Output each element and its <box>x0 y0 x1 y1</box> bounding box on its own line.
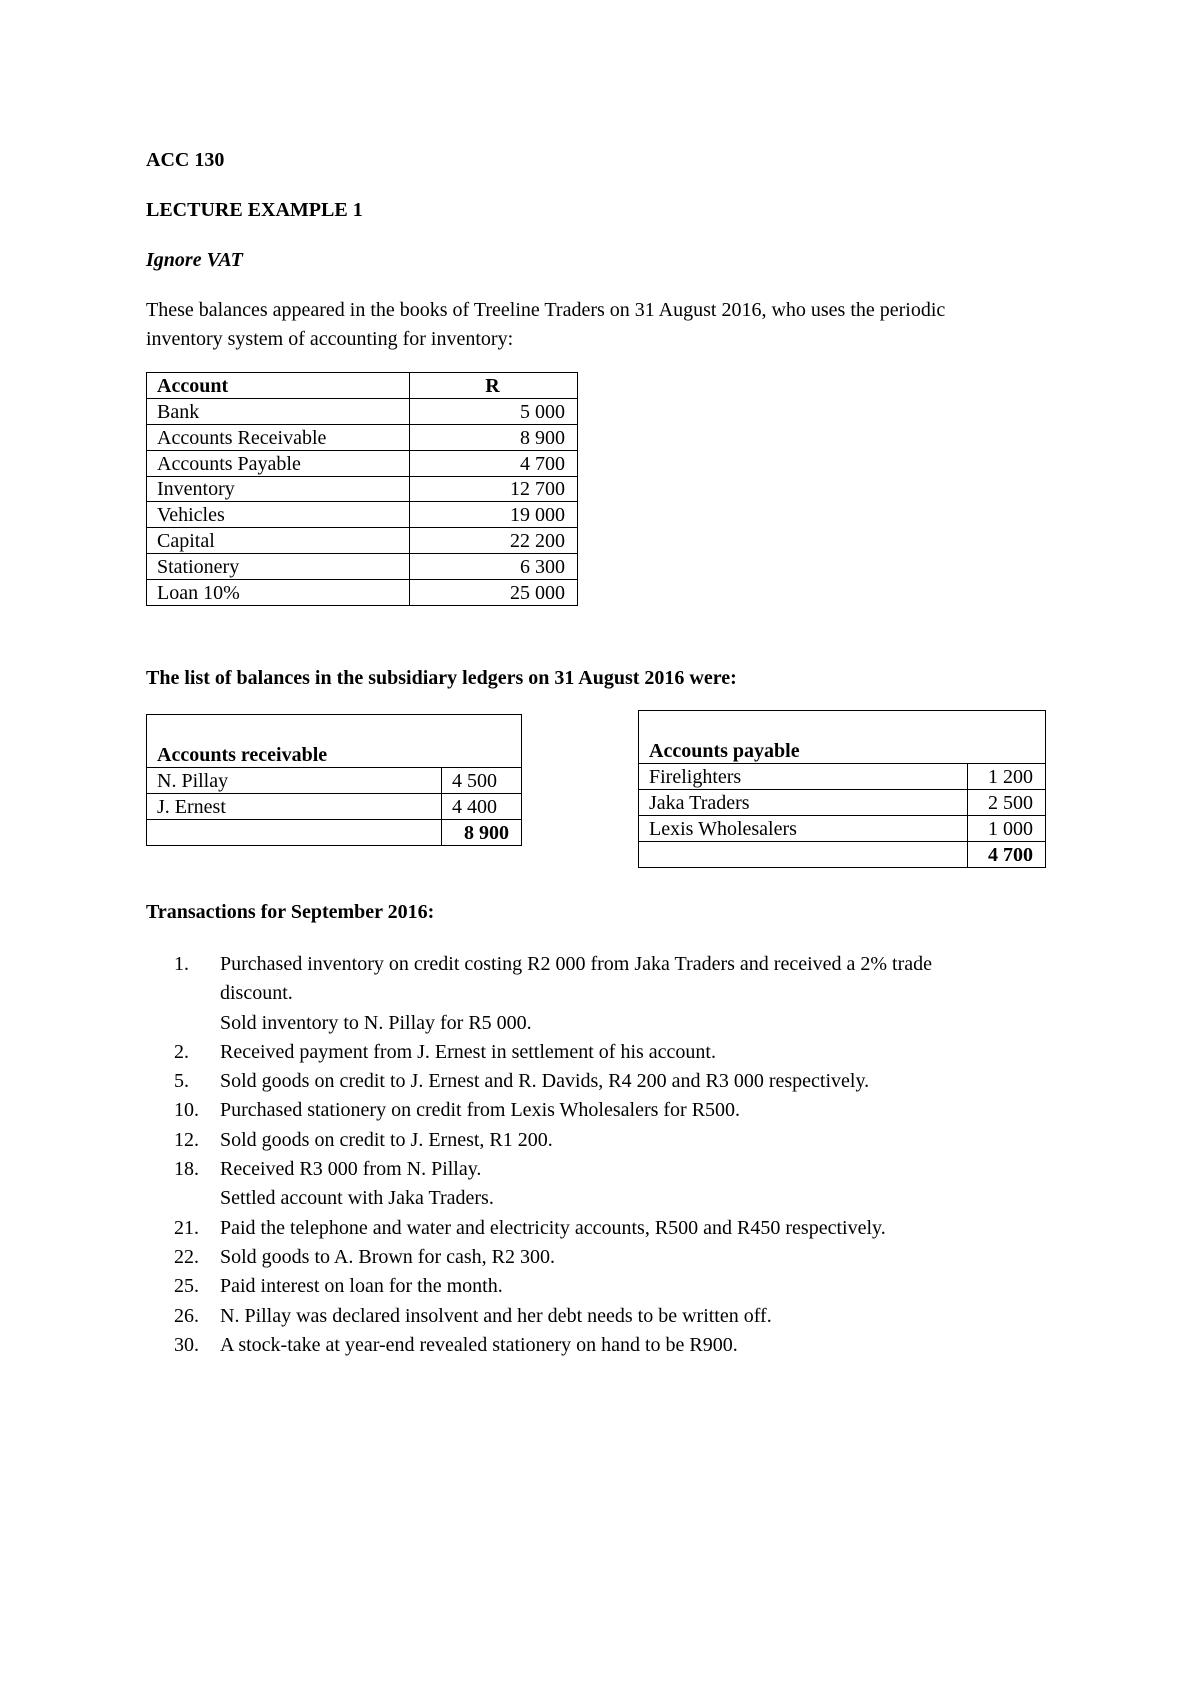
debtor-amount: 4 400 <box>442 793 522 819</box>
transaction-text: Paid interest on loan for the month. <box>220 1275 503 1298</box>
list-item <box>146 1243 1066 1272</box>
account-amount: 4 700 <box>410 450 578 476</box>
account-name: Stationery <box>147 554 410 580</box>
payable-total: 4 700 <box>968 841 1046 867</box>
account-amount: 12 700 <box>410 476 578 502</box>
vat-note: Ignore VAT <box>146 249 243 271</box>
list-item <box>146 1038 1066 1067</box>
transaction-text: Sold goods on credit to J. Ernest and R. Davids, R4 200 and R3 000 respectively. <box>220 1070 870 1093</box>
creditor-name: Lexis Wholesalers <box>639 815 968 841</box>
creditor-name: Jaka Traders <box>639 789 968 815</box>
transaction-date: 21. <box>174 1216 199 1239</box>
transaction-date: 25. <box>174 1275 199 1298</box>
account-amount: 19 000 <box>410 502 578 528</box>
transaction-text: Sold inventory to N. Pillay for R5 000. <box>220 1011 532 1034</box>
account-name: Vehicles <box>147 502 410 528</box>
receivable-total-row <box>147 819 522 845</box>
balances-table <box>146 372 578 606</box>
payable-header-row <box>639 711 1046 764</box>
account-amount: 22 200 <box>410 528 578 554</box>
receivable-ledger-table <box>146 714 522 846</box>
creditor-amount: 2 500 <box>968 789 1046 815</box>
transaction-text: Purchased inventory on credit costing R2 000 from Jaka Traders and received a 2% trade <box>220 953 933 975</box>
empty-cell <box>147 819 442 845</box>
transaction-date: 10. <box>174 1099 199 1122</box>
transaction-text: A stock-take at year-end revealed stationery on hand to be R900. <box>220 1333 738 1356</box>
table-row <box>147 528 578 554</box>
debtor-name: J. Ernest <box>147 793 442 819</box>
table-row <box>147 768 522 794</box>
account-amount: 8 900 <box>410 424 578 450</box>
transaction-text: N. Pillay was declared insolvent and her debt needs to be written off. <box>220 1304 772 1327</box>
transaction-text: Paid the telephone and water and electricity accounts, R500 and R450 respectively. <box>220 1216 886 1239</box>
account-name: Accounts Receivable <box>147 424 410 450</box>
list-item <box>146 950 1066 1038</box>
transaction-text: Purchased stationery on credit from Lexis Wholesalers for R500. <box>220 1099 741 1122</box>
list-item <box>146 1126 1066 1155</box>
transaction-date: 2. <box>174 1040 189 1063</box>
receivable-title: Accounts receivable <box>147 715 522 768</box>
transaction-text: discount. <box>220 982 293 1005</box>
payable-total-row <box>639 841 1046 867</box>
transaction-date: 1. <box>174 953 189 975</box>
intro-line-2: inventory system of accounting for inventory: <box>146 328 514 350</box>
table-row <box>147 502 578 528</box>
list-item <box>146 1096 1066 1125</box>
transaction-date: 12. <box>174 1128 199 1151</box>
header-account: Account <box>147 373 410 399</box>
table-row <box>147 424 578 450</box>
list-item <box>146 1272 1066 1301</box>
debtor-amount: 4 500 <box>442 768 522 794</box>
creditor-amount: 1 200 <box>968 764 1046 790</box>
receivable-header-row <box>147 715 522 768</box>
transaction-date: 5. <box>174 1070 189 1093</box>
intro-line-1: These balances appeared in the books of Treeline Traders on 31 August 2016, who uses the periodic <box>146 299 946 321</box>
table-row <box>147 554 578 580</box>
transactions-list <box>146 950 1066 1360</box>
course-code: ACC 130 <box>146 149 225 171</box>
transaction-text: Sold goods on credit to J. Ernest, R1 200. <box>220 1128 553 1151</box>
list-item <box>146 1155 1066 1214</box>
table-row <box>147 476 578 502</box>
transaction-date: 26. <box>174 1304 199 1327</box>
account-name: Inventory <box>147 476 410 502</box>
transaction-text: Settled account with Jaka Traders. <box>220 1187 494 1210</box>
transaction-text: Received payment from J. Ernest in settlement of his account. <box>220 1040 716 1063</box>
transaction-date: 18. <box>174 1158 199 1181</box>
account-amount: 25 000 <box>410 580 578 606</box>
payable-ledger-table <box>638 710 1046 868</box>
table-row <box>147 793 522 819</box>
table-row <box>147 580 578 606</box>
table-row <box>639 764 1046 790</box>
header-amount: R <box>410 373 578 399</box>
account-amount: 5 000 <box>410 398 578 424</box>
account-name: Loan 10% <box>147 580 410 606</box>
subsidiary-heading: The list of balances in the subsidiary ledgers on 31 August 2016 were: <box>146 667 737 689</box>
list-item <box>146 1214 1066 1243</box>
list-item <box>146 1331 1066 1360</box>
transaction-text: Sold goods to A. Brown for cash, R2 300. <box>220 1245 555 1268</box>
creditor-amount: 1 000 <box>968 815 1046 841</box>
receivable-total: 8 900 <box>442 819 522 845</box>
transaction-date: 22. <box>174 1245 199 1268</box>
transaction-text: Received R3 000 from N. Pillay. <box>220 1158 482 1181</box>
balances-header-row <box>147 373 578 399</box>
page-title: LECTURE EXAMPLE 1 <box>146 199 363 221</box>
account-name: Bank <box>147 398 410 424</box>
transactions-heading: Transactions for September 2016: <box>146 901 435 923</box>
list-item <box>146 1302 1066 1331</box>
payable-title: Accounts payable <box>639 711 1046 764</box>
table-row <box>147 450 578 476</box>
creditor-name: Firelighters <box>639 764 968 790</box>
table-row <box>639 789 1046 815</box>
account-name: Accounts Payable <box>147 450 410 476</box>
table-row <box>147 398 578 424</box>
empty-cell <box>639 841 968 867</box>
list-item <box>146 1067 1066 1096</box>
debtor-name: N. Pillay <box>147 768 442 794</box>
account-amount: 6 300 <box>410 554 578 580</box>
table-row <box>639 815 1046 841</box>
account-name: Capital <box>147 528 410 554</box>
transaction-date: 30. <box>174 1333 199 1356</box>
